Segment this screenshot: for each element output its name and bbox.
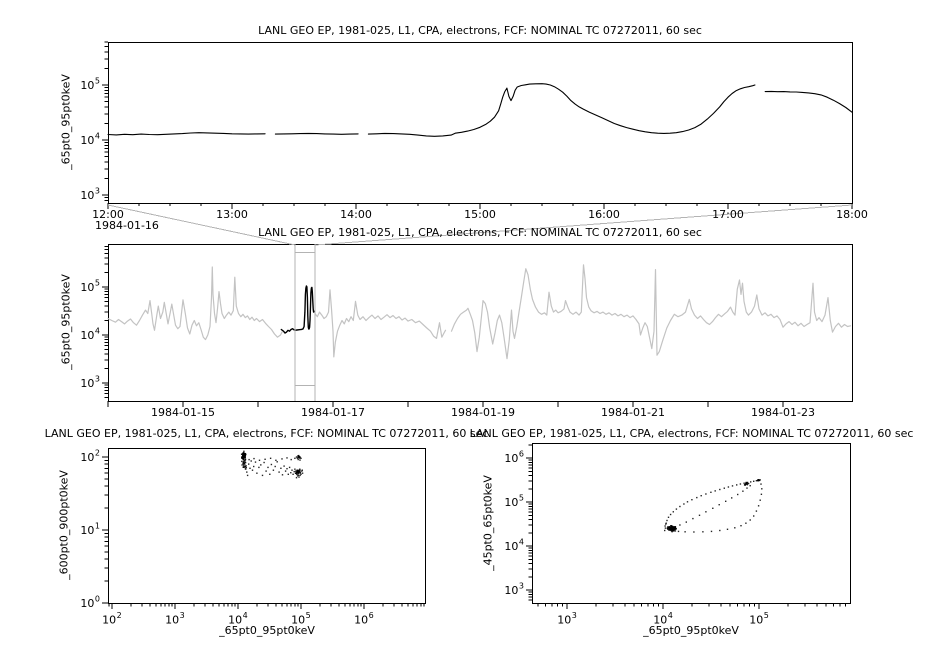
x-tick-label: $10^4$	[653, 611, 673, 627]
y-tick-label: $10^4$	[80, 131, 100, 148]
x-tick-label: 18:00	[836, 208, 868, 221]
panel3-plot-area[interactable]	[108, 448, 425, 603]
panel2-title: LANL GEO EP, 1981-025, L1, CPA, electrons, FCF: NOMINAL TC 07272011, 60 sec	[258, 226, 702, 239]
zoom-connector-right	[315, 205, 852, 245]
panel3-ylabel: _600pt0_900pt0keV	[57, 470, 71, 580]
x-tick-label: 1984-01-21	[601, 406, 665, 419]
x-tick-label: $10^6$	[354, 611, 374, 627]
x-tick-label: 1984-01-15	[151, 406, 215, 419]
x-tick-label: $10^2$	[102, 611, 122, 627]
x-tick-label: $10^5$	[291, 611, 311, 627]
panel3-title: LANL GEO EP, 1981-025, L1, CPA, electrons, FCF: NOMINAL TC 07272011, 60 sec	[44, 427, 489, 440]
panel1-title: LANL GEO EP, 1981-025, L1, CPA, electrons, FCF: NOMINAL TC 07272011, 60 sec	[258, 24, 702, 37]
y-tick-label: $10^1$	[80, 521, 100, 538]
x-tick-label: 1984-01-17	[301, 406, 365, 419]
panel4-ylabel: _45pt0_65pt0keV	[481, 475, 495, 571]
panel2-ylabel: _65pt0_95pt0keV	[59, 274, 73, 370]
y-tick-label: $10^0$	[80, 594, 100, 611]
x-tick-label: $10^4$	[228, 611, 248, 627]
panel1-ylabel: _65pt0_95pt0keV	[59, 74, 73, 170]
y-tick-label: $10^4$	[504, 537, 524, 554]
y-tick-label: $10^6$	[504, 449, 524, 466]
panel4-title: LANL GEO EP, 1981-025, L1, CPA, electrons, FCF: NOMINAL TC 07272011, 60 sec	[469, 427, 914, 440]
panel4-xlabel: _65pt0_95pt0keV	[643, 624, 739, 637]
panel3-xlabel: _65pt0_95pt0keV	[219, 624, 315, 637]
x-tick-label: 16:00	[588, 208, 620, 221]
x-tick-label: 1984-01-23	[751, 406, 815, 419]
x-tick-label: $10^3$	[557, 611, 577, 627]
y-tick-label: $10^3$	[80, 374, 100, 391]
x-tick-label: 13:00	[216, 208, 248, 221]
x-tick-label: 15:00	[464, 208, 496, 221]
panel2-plot-area[interactable]	[108, 244, 852, 401]
panel4-plot-area[interactable]	[532, 443, 850, 603]
x-tick-label: $10^5$	[749, 611, 769, 627]
x-tick-label: 17:00	[712, 208, 744, 221]
x-tick-label: $10^3$	[165, 611, 185, 627]
x-tick-label: 14:00	[340, 208, 372, 221]
x-tick-label: 12:00	[92, 208, 124, 221]
y-tick-label: $10^3$	[504, 581, 524, 598]
y-tick-label: $10^3$	[80, 186, 100, 203]
y-tick-label: $10^5$	[504, 493, 524, 510]
x-tick-label: 1984-01-19	[451, 406, 515, 419]
y-tick-label: $10^5$	[80, 278, 100, 295]
panel1-plot-area[interactable]	[108, 42, 852, 203]
y-tick-label: $10^2$	[80, 448, 100, 465]
y-tick-label: $10^4$	[80, 326, 100, 343]
y-tick-label: $10^5$	[80, 76, 100, 93]
panel1-start-date-label: 1984-01-16	[95, 219, 159, 232]
